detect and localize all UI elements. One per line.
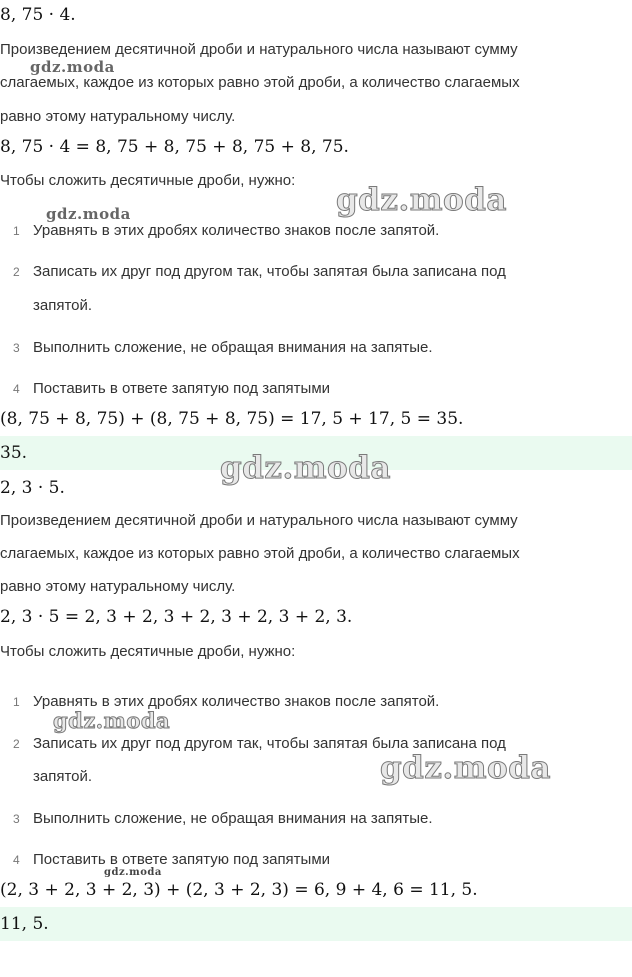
watermark: gdz.moda <box>53 708 171 733</box>
answer-1: 35. <box>0 443 28 463</box>
computation-1: (8, 75 + 8, 75) + (8, 75 + 8, 75) = 17, 5 + 17, 5 = 35. <box>0 409 464 429</box>
list-item: 3 Выполнить сложение, не обращая внимания на запятые. <box>13 339 433 356</box>
definition-line-3: равно этому натуральному числу. <box>0 108 236 125</box>
expansion-1: 8, 75 · 4 = 8, 75 + 8, 75 + 8, 75 + 8, 75. <box>0 137 349 157</box>
answer-box-2 <box>0 907 632 941</box>
list-item: 2 Записать их друг под другом так, чтобы запятая была записана под <box>13 263 506 280</box>
expression-2: 2, 3 · 5. <box>0 478 65 498</box>
definition-line-1: Произведением десятичной дроби и натурального числа называют сумму <box>0 512 518 529</box>
watermark: gdz.moda <box>220 450 391 486</box>
watermark: gdz.moda <box>336 182 507 218</box>
list-item: 1 Уравнять в этих дробях количество знаков после запятой. <box>13 693 440 710</box>
list-item: 1 Уравнять в этих дробях количество знаков после запятой. <box>13 222 440 239</box>
definition-line-2: слагаемых, каждое из которых равно этой дроби, а количество слагаемых <box>0 74 520 91</box>
rule-intro-2: Чтобы сложить десятичные дроби, нужно: <box>0 643 296 660</box>
definition-line-3: равно этому натуральному числу. <box>0 578 236 595</box>
watermark: gdz.moda <box>380 750 551 786</box>
answer-2: 11, 5. <box>0 914 49 934</box>
list-item: 2 Записать их друг под другом так, чтобы запятая была записана под <box>13 735 506 752</box>
watermark: gdz.moda <box>46 205 131 223</box>
expression-1: 8, 75 · 4. <box>0 5 76 25</box>
definition-line-2: слагаемых, каждое из которых равно этой дроби, а количество слагаемых <box>0 545 520 562</box>
watermark: gdz.moda <box>104 867 162 878</box>
definition-line-1: Произведением десятичной дроби и натурального числа называют сумму <box>0 41 518 58</box>
list-item: 4 Поставить в ответе запятую под запятыми <box>13 851 331 868</box>
expansion-2: 2, 3 · 5 = 2, 3 + 2, 3 + 2, 3 + 2, 3 + 2, 3. <box>0 607 353 627</box>
list-item: 3 Выполнить сложение, не обращая внимания на запятые. <box>13 810 433 827</box>
list-item: запятой. <box>33 297 93 314</box>
watermark: gdz.moda <box>30 58 115 76</box>
rule-intro-1: Чтобы сложить десятичные дроби, нужно: <box>0 172 296 189</box>
computation-2: (2, 3 + 2, 3 + 2, 3) + (2, 3 + 2, 3) = 6, 9 + 4, 6 = 11, 5. <box>0 880 478 900</box>
list-item: 4 Поставить в ответе запятую под запятыми <box>13 380 331 397</box>
list-item: запятой. <box>33 768 93 785</box>
